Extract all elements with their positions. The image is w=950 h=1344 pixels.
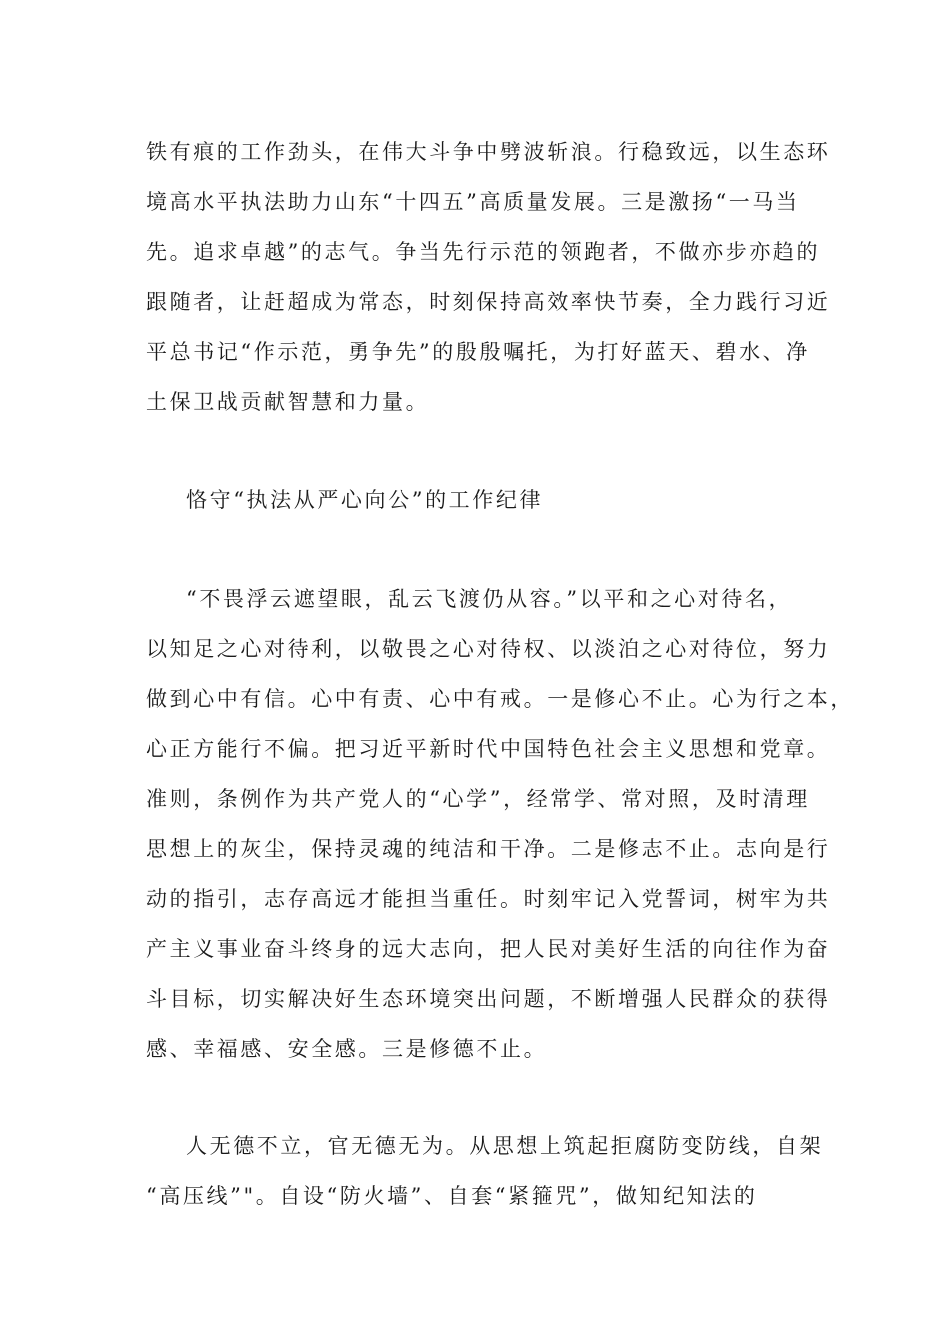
text-line: 跟随者，让赶超成为常态，时刻保持高效率快节奏，全力践行习近	[146, 290, 831, 314]
text-line: 先。追求卓越”的志气。争当先行示范的领跑者，不做亦步亦趋的	[146, 240, 821, 264]
text-line: 平总书记“作示范，勇争先”的殷殷嘱托，为打好蓝天、碧水、净	[146, 340, 810, 364]
text-line: 以知足之心对待利，以敬畏之心对待权、以淡泊之心对待位，努力	[146, 637, 831, 661]
text-line: 思想上的灰尘，保持灵魂的纯洁和干净。二是修志不止。志向是行	[146, 837, 831, 861]
text-line: 准则，条例作为共产党人的“心学”，经常学、常对照，及时清理	[146, 787, 810, 811]
text-line: 心正方能行不偏。把习近平新时代中国特色社会主义思想和党章。	[146, 737, 831, 761]
text-line: 土保卫战贡献智慧和力量。	[146, 390, 430, 414]
text-line: “不畏浮云遮望眼，乱云飞渡仍从容。”以平和之心对待名，	[186, 587, 793, 611]
text-line: 感、幸福感、安全感。三是修德不止。	[146, 1037, 548, 1061]
text-line: 做到心中有信。心中有责、心中有戒。一是修心不止。心为行之本，	[146, 687, 854, 711]
text-line: 人无德不立，官无德无为。从思想上筑起拒腐防变防线，自架	[186, 1134, 824, 1158]
text-line: 动的指引，志存高远才能担当重任。时刻牢记入党誓词，树牢为共	[146, 887, 831, 911]
text-line: 斗目标，切实解决好生态环境突出问题，不断增强人民群众的获得	[146, 987, 831, 1011]
text-line: “高压线”"。自设“防火墙”、自套“紧箍咒”，做知纪知法的	[146, 1184, 758, 1208]
text-line: 产主义事业奋斗终身的远大志向，把人民对美好生活的向往作为奋	[146, 937, 831, 961]
text-line: 境高水平执法助力山东“十四五”高质量发展。三是激扬“一马当	[146, 190, 800, 214]
section-heading: 恪守“执法从严心向公”的工作纪律	[186, 488, 544, 512]
text-line: 铁有痕的工作劲头，在伟大斗争中劈波斩浪。行稳致远，以生态环	[146, 140, 831, 164]
